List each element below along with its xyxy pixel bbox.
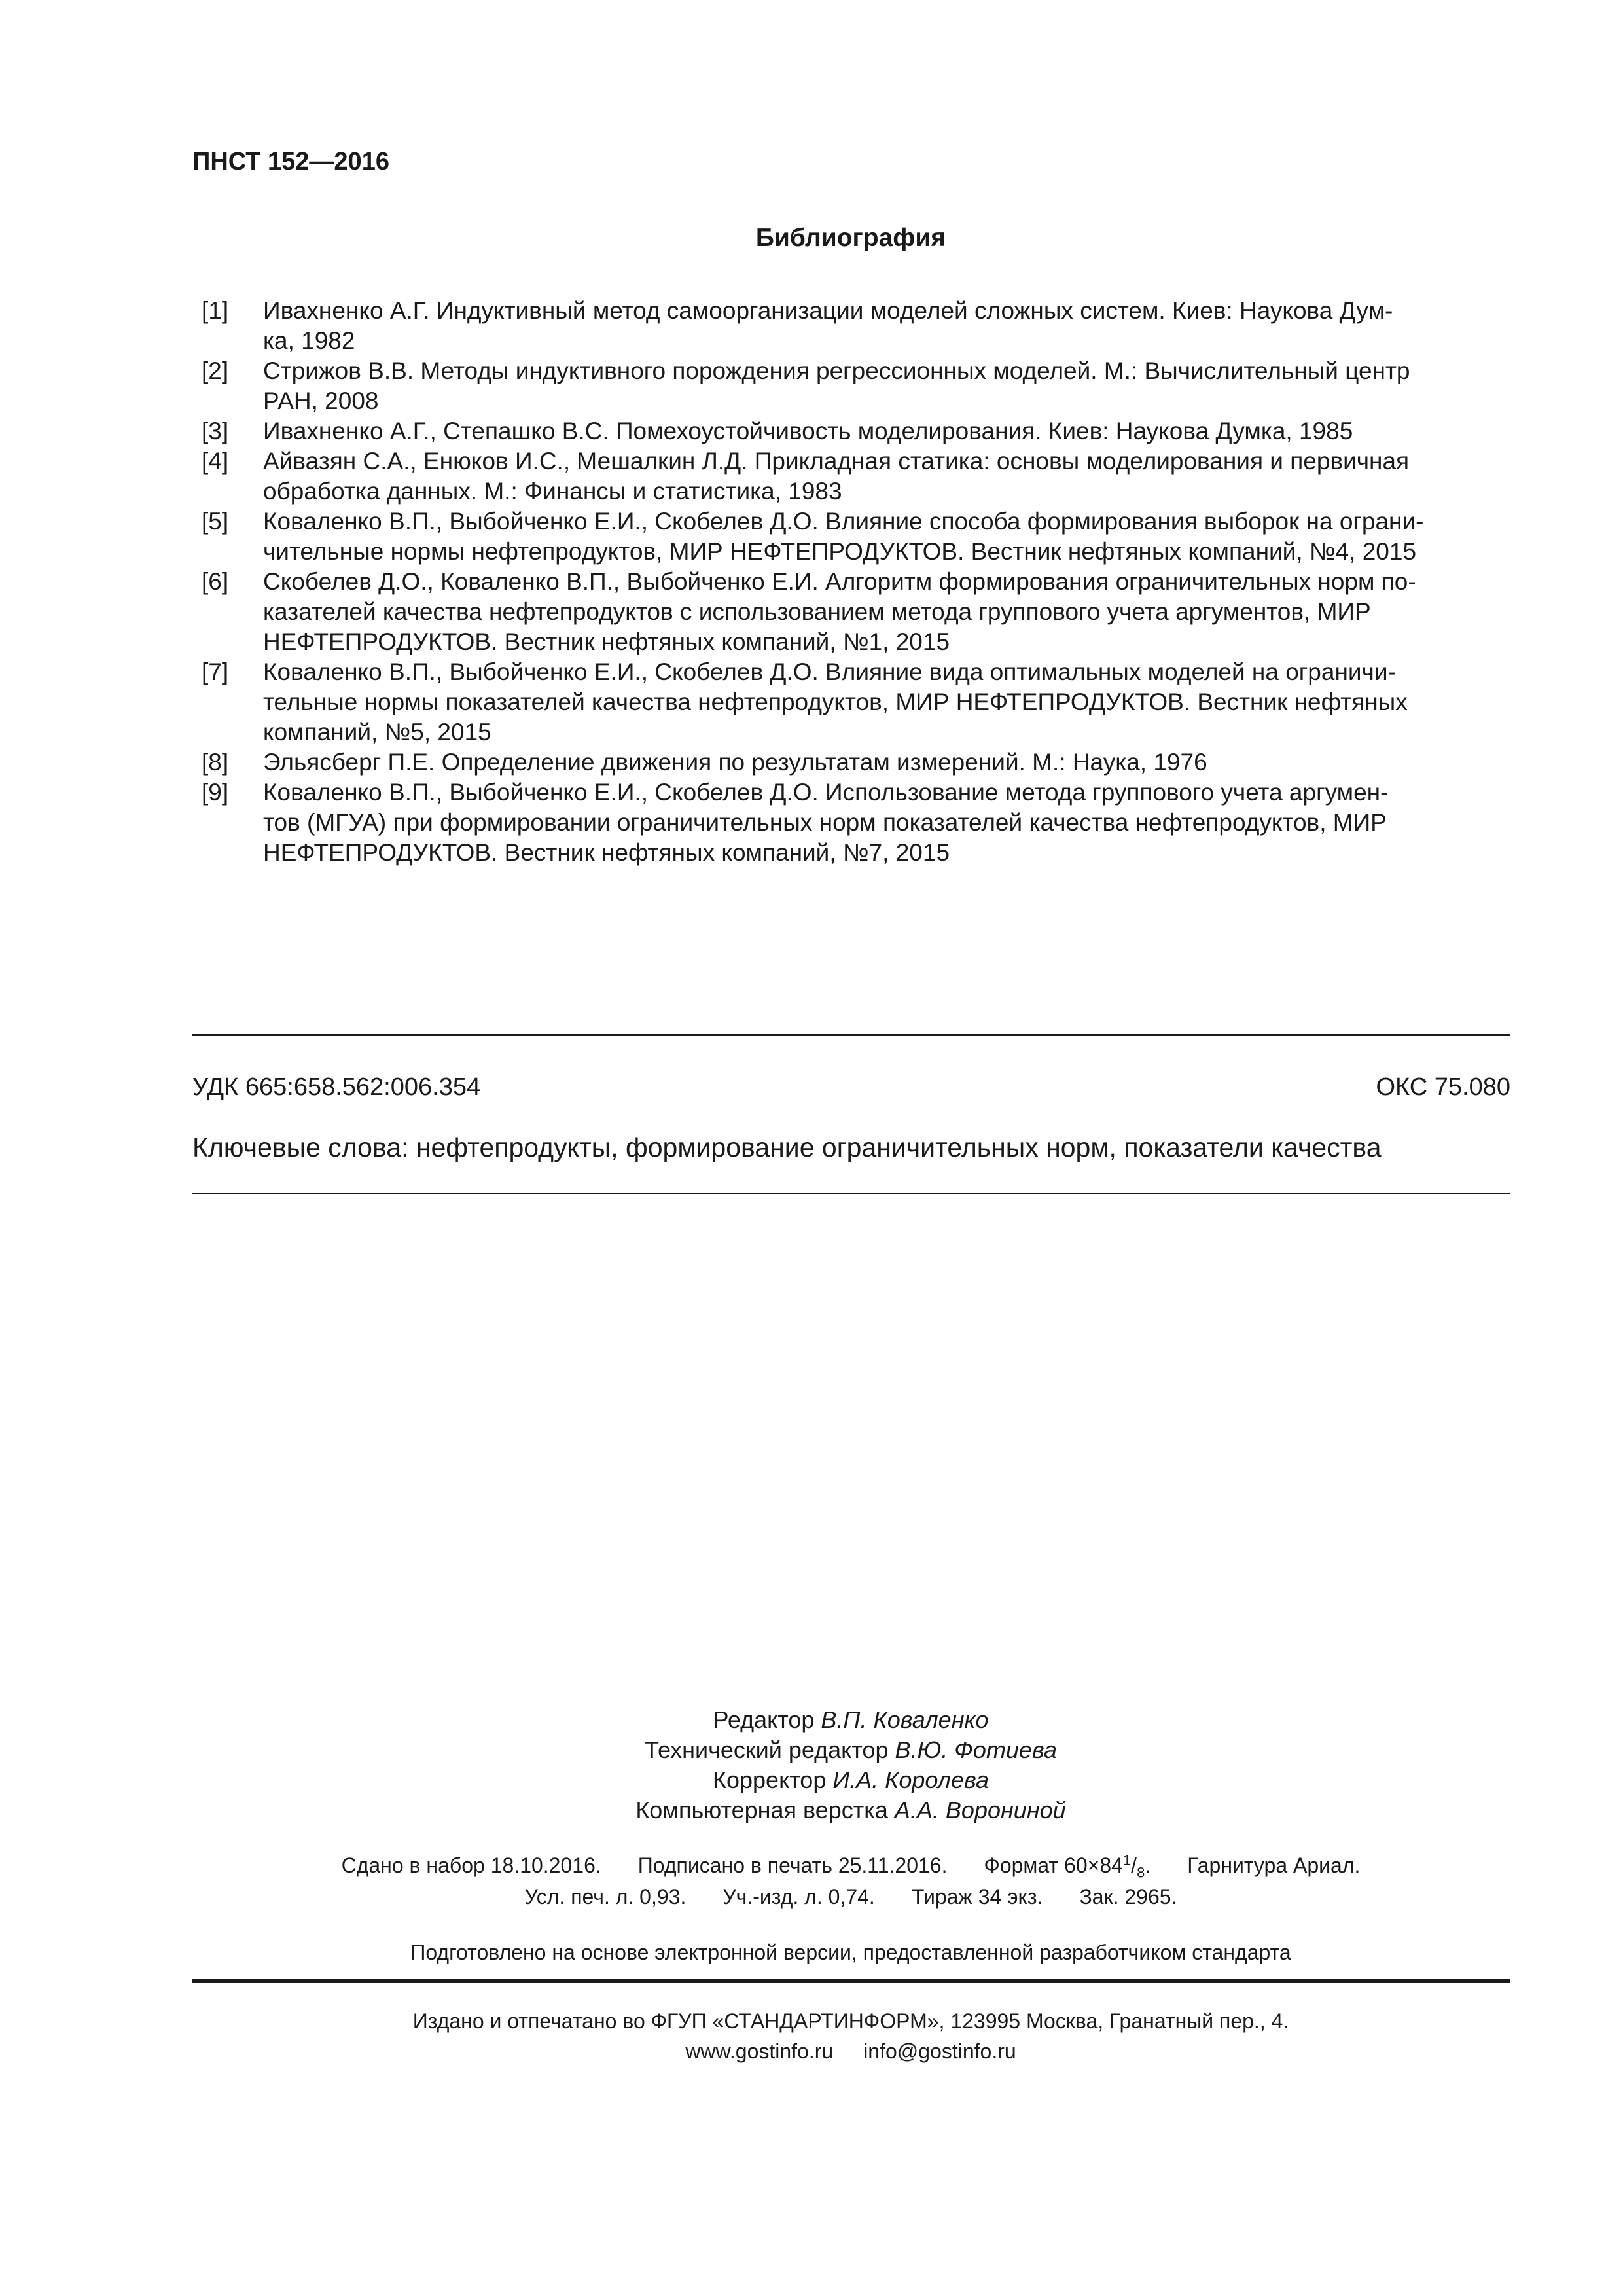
entry-number: [4] [202, 448, 229, 475]
printed-sheets: Усл. печ. л. 0,93. [524, 1885, 687, 1909]
credit-role: Корректор [713, 1767, 827, 1793]
bibliography-entry [202, 747, 1510, 778]
entry-number: [1] [202, 297, 229, 324]
credit-name: И.А. Королева [832, 1767, 989, 1793]
entry-number: [7] [202, 658, 229, 685]
website-link[interactable]: www.gostinfo.ru [685, 2039, 834, 2063]
order-number: Зак. 2965. [1079, 1885, 1177, 1909]
credit-line [0, 1735, 1623, 1765]
entry-text: Стрижов В.В. Методы индуктивного порождения регрессионных моделей. М.: Вычислительный центр РАН, 2008 [263, 357, 1410, 414]
typeface: Гарнитура Ариал. [1187, 1854, 1361, 1877]
entry-text: Ивахненко А.Г. Индуктивный метод самоорганизации моделей сложных систем. Киев: Наукова Дум- ка, 1982 [263, 297, 1393, 354]
submitted-date: Сдано в набор 18.10.2016. [341, 1854, 601, 1877]
credit-name: А.А. Ворониной [894, 1797, 1066, 1823]
printed-by: Издано и отпечатано во ФГУП «СТАНДАРТИНФОРМ», 123995 Москва, Гранатный пер., 4. [412, 2009, 1289, 2033]
entry-number: [8] [202, 749, 229, 776]
paper-format: Формат $60\times 84^1/_8$. [984, 1852, 1151, 1881]
credit-line [0, 1705, 1623, 1735]
entry-number: [6] [202, 568, 229, 595]
keywords-line: Ключевые слова: нефтепродукты, формирование ограничительных норм, показатели качества [192, 1132, 1382, 1162]
entry-number: [3] [202, 418, 229, 444]
circulation: Тираж 34 экз. [911, 1885, 1043, 1909]
publishing-sheets: Уч.-изд. л. 0,74. [722, 1885, 875, 1909]
credits-block [0, 1705, 1623, 1825]
oks-code: ОКС 75.080 [1376, 1073, 1510, 1101]
imprint-line-2 [0, 1885, 1623, 1909]
signed-date: Подписано в печать 25.11.2016. [637, 1854, 948, 1877]
imprint-line-1 [0, 1852, 1623, 1881]
bibliography-entry [202, 507, 1510, 567]
credit-line [0, 1795, 1623, 1825]
prepared-note: Подготовлено на основе электронной версии, предоставленной разработчиком стандарта [410, 1941, 1291, 1964]
contact-line [0, 2039, 1623, 2064]
entry-text: Коваленко В.П., Выбойченко Е.И., Скобелев Д.О. Использование метода группового учета аргумен- тов (МГУА) при формировании ограничительных норм показателей качества нефтепродуктов, МИР НЕФТЕПРОДУКТОВ. Вестник нефтяных компаний, №7, 2015 [263, 779, 1389, 866]
bibliography-entry [202, 567, 1510, 657]
entry-text: Эльясберг П.Е. Определение движения по результатам измерений. М.: Наука, 1976 [263, 749, 1207, 776]
entry-text: Коваленко В.П., Выбойченко Е.И., Скобелев Д.О. Влияние способа формирования выборок на ограни- чительные нормы нефтепродуктов, МИР НЕФТЕПРОДУКТОВ. Вестник нефтяных компаний, №4, 2015 [263, 508, 1424, 565]
entry-text: Ивахненко А.Г., Степашко В.С. Помехоустойчивость моделирования. Киев: Наукова Думка, 1985 [263, 418, 1353, 444]
bibliography-entry [202, 416, 1510, 446]
credit-role: Технический редактор [644, 1736, 889, 1763]
udk-code: УДК 665:658.562:006.354 [192, 1073, 481, 1101]
credit-role: Редактор [713, 1706, 815, 1733]
email-link[interactable]: info@gostinfo.ru [863, 2039, 1016, 2063]
divider-bottom [192, 1979, 1510, 1983]
credit-name: В.Ю. Фотиева [895, 1736, 1058, 1763]
bibliography-entry [202, 446, 1510, 507]
credit-role: Компьютерная верстка [635, 1797, 888, 1823]
entry-text: Айвазян С.А., Енюков И.С., Мешалкин Л.Д. Прикладная статика: основы моделирования и первичная обработка данных. М.: Финансы и статистика, 1983 [263, 448, 1410, 505]
divider-top [192, 1034, 1510, 1036]
document-code: ПНСТ 152—2016 [192, 148, 389, 175]
bibliography-entry [202, 778, 1510, 868]
divider-middle [192, 1193, 1510, 1194]
credit-name: В.П. Коваленко [821, 1706, 989, 1733]
entry-text: Коваленко В.П., Выбойченко Е.И., Скобелев Д.О. Влияние вида оптимальных моделей на ограничи- тельные нормы показателей качества нефтепродуктов, МИР НЕФТЕПРОДУКТОВ. Вестник нефтяных компаний, №5, 2015 [263, 658, 1408, 745]
credit-line [0, 1765, 1623, 1795]
entry-number: [5] [202, 508, 229, 535]
bibliography-title: Библиография [755, 224, 946, 252]
bibliography-entry [202, 356, 1510, 416]
bibliography-entry [202, 296, 1510, 356]
entry-number: [9] [202, 779, 229, 806]
entry-text: Скобелев Д.О., Коваленко В.П., Выбойченко Е.И. Алгоритм формирования ограничительных норм по- казателей качества нефтепродуктов с использованием метода группового учета аргументов, МИР НЕФТЕПРОДУКТОВ. Вестник нефтяных компаний, №1, 2015 [263, 568, 1416, 655]
bibliography-list [202, 296, 1510, 868]
entry-number: [2] [202, 357, 229, 384]
bibliography-entry [202, 657, 1510, 747]
